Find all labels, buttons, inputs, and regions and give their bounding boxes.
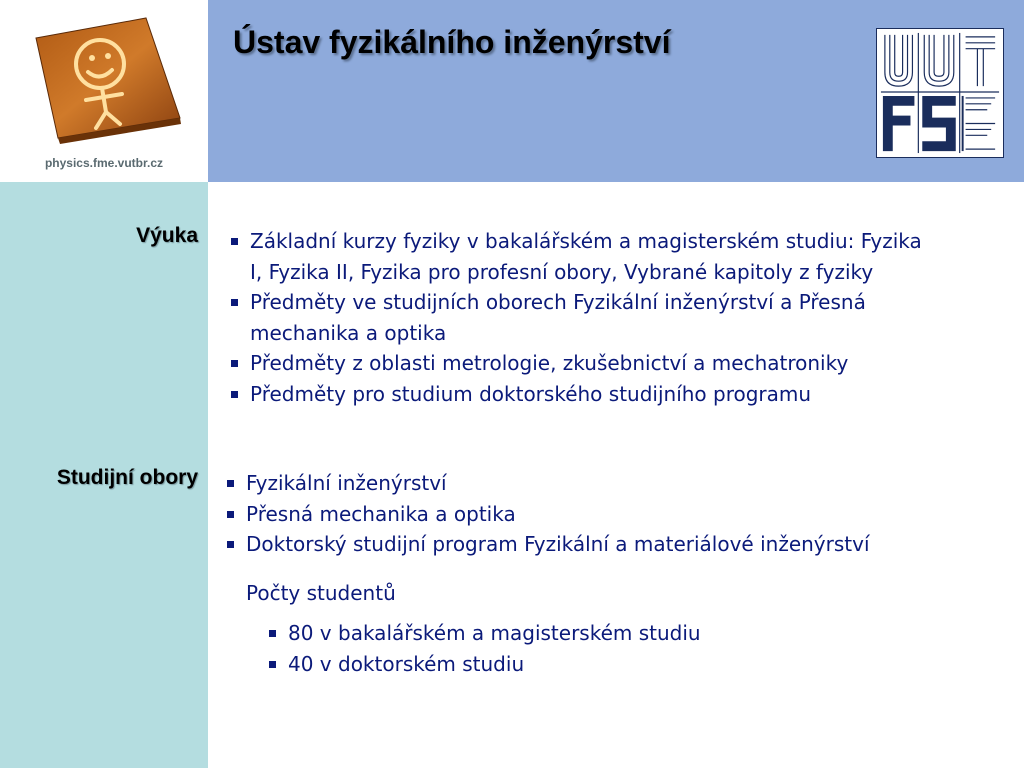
list-item: Fyzikální inženýrství	[226, 468, 870, 499]
obory-list	[226, 468, 870, 560]
bullet-icon	[231, 360, 238, 367]
bullet-icon	[269, 630, 276, 637]
bullet-icon	[269, 661, 276, 668]
students-heading: Počty studentů	[246, 581, 396, 605]
bullet-icon	[227, 480, 234, 487]
list-item: Doktorský studijní program Fyzikální a materiálové inženýrství	[226, 529, 870, 560]
students-list	[268, 618, 701, 679]
page-title: Ústav fyzikálního inženýrství	[233, 24, 671, 60]
list-item: Základní kurzy fyziky v bakalářském a magisterském studiu: Fyzika I, Fyzika II, Fyzika pro profesní obory, Vybrané kapitoly z fyziky	[230, 226, 950, 287]
section-label-vyuka: Výuka	[136, 224, 198, 247]
bullet-icon	[231, 391, 238, 398]
bullet-icon	[227, 541, 234, 548]
list-item: 80 v bakalářském a magisterském studiu	[268, 618, 701, 649]
section-label-obory: Studijní obory	[56, 466, 198, 489]
site-url: physics.fme.vutbr.cz	[44, 156, 164, 170]
afm-smiley-image-icon	[28, 14, 188, 144]
bullet-icon	[227, 511, 234, 518]
list-item: 40 v doktorském studiu	[268, 649, 701, 680]
list-item: Předměty pro studium doktorského studijního programu	[230, 379, 950, 410]
list-item: Přesná mechanika a optika	[226, 499, 870, 530]
list-item: Předměty ve studijních oborech Fyzikální inženýrství a Přesná mechanika a optika	[230, 287, 950, 348]
bullet-icon	[231, 299, 238, 306]
vyuka-list	[230, 226, 950, 409]
fsi-vut-logo-icon	[876, 28, 1004, 158]
bullet-icon	[231, 238, 238, 245]
list-item: Předměty z oblasti metrologie, zkušebnictví a mechatroniky	[230, 348, 950, 379]
